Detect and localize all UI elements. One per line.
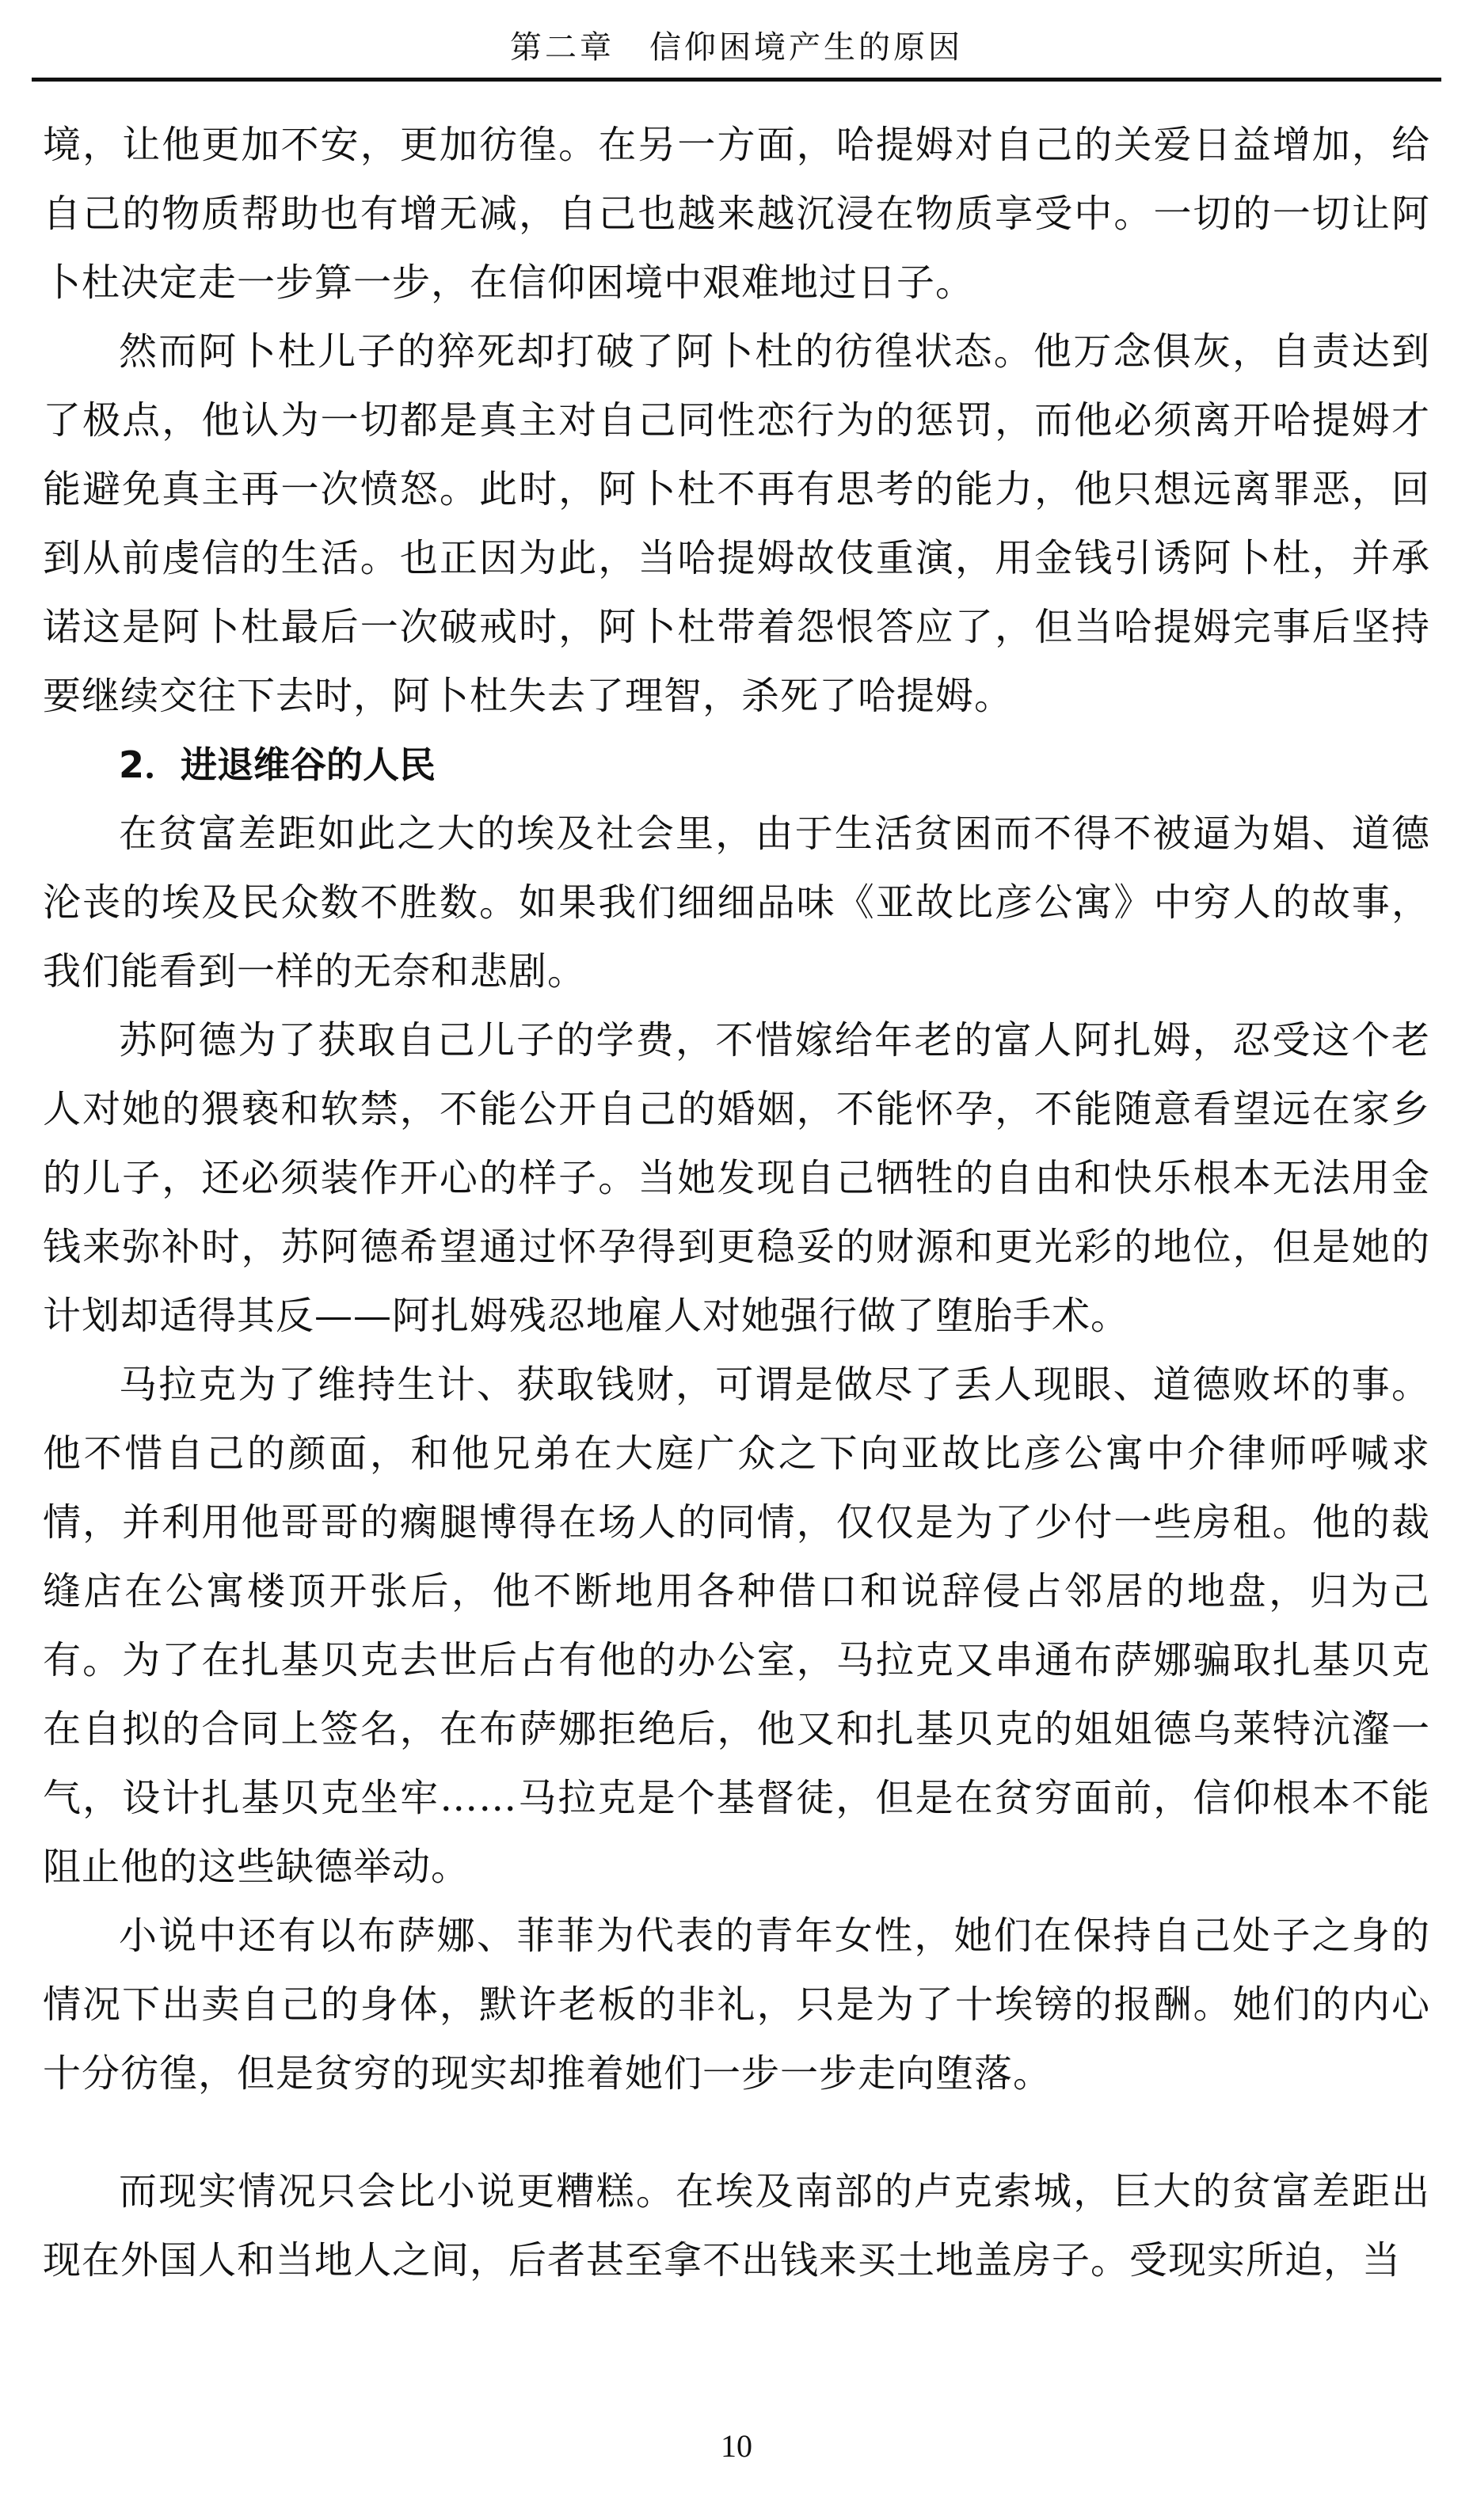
paragraph-poverty: 在贫富差距如此之大的埃及社会里，由于生活贫困而不得不被逼为娼、道德沦丧的埃及民众数不胜数。如果我们细细品味《亚故比彦公寓》中穷人的故事，我们能看到一样的无奈和悲剧。: [43, 811, 1430, 994]
paragraph-continued: 境，让他更加不安，更加彷徨。在另一方面，哈提姆对自己的关爱日益增加，给自己的物质帮助也有增无减，自己也越来越沉浸在物质享受中。一切的一切让阿卜杜决定走一步算一步，在信仰困境中艰难地过日子。: [43, 123, 1430, 305]
paragraph-abdu-son: 然而阿卜杜儿子的猝死却打破了阿卜杜的彷徨状态。他万念俱灰，自责达到了极点，他认为一切都是真主对自己同性恋行为的惩罚，而他必须离开哈提姆才能避免真主再一次愤怒。此时，阿卜杜不再有思考的能力，他只想远离罪恶，回到从前虔信的生活。也正因为此，当哈提姆故伎重演，用金钱引诱阿卜杜，并承诺这是阿卜杜最后一次破戒时，阿卜杜带着怨恨答应了，但当哈提姆完事后坚持要继续交往下去时，阿卜杜失去了理智，杀死了哈提姆。: [43, 329, 1430, 718]
running-header: 第二章 信仰困境产生的原因: [510, 29, 963, 66]
section-heading: 2．进退维谷的人民: [119, 743, 436, 786]
page-number: 10: [721, 2428, 752, 2464]
body-text: [43, 111, 1430, 2295]
paragraph-suad: 苏阿德为了获取自己儿子的学费，不惜嫁给年老的富人阿扎姆，忍受这个老人对她的猥亵和软禁，不能公开自己的婚姻，不能怀孕，不能随意看望远在家乡的儿子，还必须装作开心的样子。当她发现自己牺牲的自由和快乐根本无法用金钱来弥补时，苏阿德希望通过怀孕得到更稳妥的财源和更光彩的地位，但是她的计划却适得其反——阿扎姆残忍地雇人对她强行做了堕胎手术。: [43, 1018, 1430, 1338]
paragraph-young-women: 小说中还有以布萨娜、菲菲为代表的青年女性，她们在保持自己处子之身的情况下出卖自己的身体，默许老板的非礼，只是为了十埃镑的报酬。她们的内心十分彷徨，但是贫穷的现实却推着她们一步一步走向堕落。: [43, 1914, 1430, 2096]
paragraph-reality: 而现实情况只会比小说更糟糕。在埃及南部的卢克索城，巨大的贫富差距出现在外国人和当地人之间，后者甚至拿不出钱来买土地盖房子。受现实所迫，当: [43, 2169, 1430, 2282]
header-rule: [32, 78, 1441, 82]
paragraph-malak: 马拉克为了维持生计、获取钱财，可谓是做尽了丢人现眼、道德败坏的事。他不惜自己的颜面，和他兄弟在大庭广众之下向亚故比彦公寓中介律师呼喊求情，并利用他哥哥的瘸腿博得在场人的同情，仅仅是为了少付一些房租。他的裁缝店在公寓楼顶开张后，他不断地用各种借口和说辞侵占邻居的地盘，归为己有。为了在扎基贝克去世后占有他的办公室，马拉克又串通布萨娜骗取扎基贝克在自拟的合同上签名，在布萨娜拒绝后，他又和扎基贝克的姐姐德乌莱特沆瀣一气，设计扎基贝克坐牢……马拉克是个基督徒，但是在贫穷面前，信仰根本不能阻止他的这些缺德举动。: [43, 1363, 1430, 1889]
